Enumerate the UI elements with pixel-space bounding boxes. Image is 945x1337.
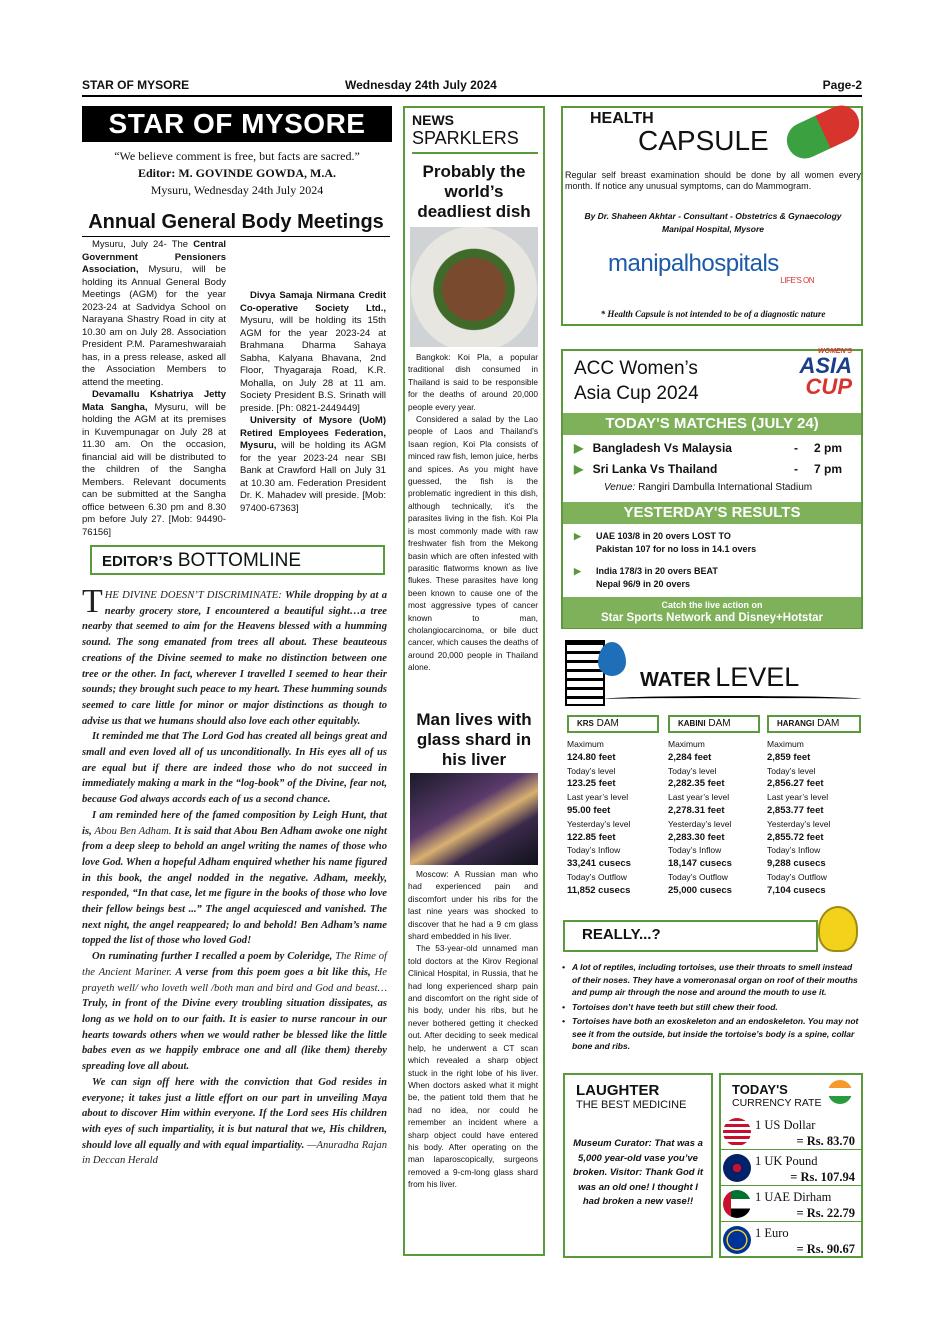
arrow-icon: ▶ <box>574 441 584 455</box>
editorial-para: We can sign off here with the conviction that God resides in everyone; it takes just a little effort on our part in unveiling Maya about to discover Him within everyone. If the Lord sees His children with eyes of such impartiality, it is but natural that we, His children, should love all equally and with equal impartiality. —Anuradha Rajan in Deccan Herald <box>82 1076 387 1167</box>
logo-asia: ASIA <box>799 353 852 378</box>
dam-stats: Maximum 2,859 feet Today’s level 2,856.27 feet Last year’s level 2,853.77 feet Yesterday’s level 2,855.72 feet Today’s Inflow 9,288 cusecs Today’s Outflow 7,104 cusecs <box>767 739 831 896</box>
uk-flag-icon <box>723 1154 751 1182</box>
story1-para: Bangkok: Koi Pla, a popular traditional dish consumed in Thailand is said to be responsible for the deaths of around 20,000 people every year. <box>408 352 538 412</box>
currency-heading <box>732 1082 821 1109</box>
match-row <box>574 441 854 455</box>
dateline: Mysuru, Wednesday 24th July 2024 <box>150 183 324 197</box>
dam-stats: Maximum 124.80 feet Today’s level 123.25 feet Last year’s level 95.00 feet Yesterday’s level 122.85 feet Today’s Inflow 33,241 cusecs Today’s Outflow 11,852 cusecs <box>567 739 631 896</box>
currency-rows <box>719 1114 863 1258</box>
result-line: Nepal 96/9 in 20 overs <box>596 579 691 589</box>
editorial-para: I am reminded here of the famed composition by Leigh Hunt, that is, Abou Ben Adham. It is said that Abou Ben Adham awoke one night from a deep sleep to behold an angel writing the names of those who love God. When a hopeful Adham enquired whether his name figured in this book, the angel nodded in the negative. Adham, meekly, responded, “In that case, let me figure in the books of those who love their fellow beings best ...” The angel acquiesced and vanished. The next night, the angel reappeared; lo and behold! Ben Adham’s name topped the list of those who loved God! <box>82 809 387 947</box>
logo-part-a: manipal <box>608 250 689 277</box>
currency-row <box>719 1150 863 1186</box>
bulb-icon <box>818 906 858 952</box>
dam-name: HARANGI DAM <box>767 715 861 733</box>
koi-pla-photo <box>410 227 538 347</box>
water-drop-icon <box>598 642 626 676</box>
currency-unit: 1 UAE Dirham <box>755 1190 832 1204</box>
fact-item: • Tortoises don’t have teeth but still chew their food. <box>562 1001 778 1012</box>
match-teams: Bangladesh Vs Malaysia <box>592 441 732 455</box>
venue-name: Rangiri Dambulla International Stadium <box>635 482 813 493</box>
match-row <box>574 462 854 476</box>
live-action-band <box>563 597 861 628</box>
byline-hospital: Manipal Hospital, Mysore <box>661 224 765 234</box>
currency-rate-label: CURRENCY RATE <box>732 1097 822 1109</box>
result-line: Pakistan 107 for no loss in 14.1 overs <box>596 544 757 554</box>
water-wave-icon <box>605 696 861 702</box>
water-gauge-icon <box>565 640 605 706</box>
laughter-joke: Museum Curator: That was a 5,000 year-old vase you’ve broken. Visitor: Thank God it was an old one! I thought I had broken a new vase!! <box>572 1138 704 1207</box>
header-rule <box>82 95 862 97</box>
arrow-icon: ▶ <box>574 462 584 476</box>
title-line-1: ACC Women’s <box>574 358 698 379</box>
logo-cup: CUP <box>805 374 852 399</box>
editorial-para: On ruminating further I recalled a poem by Coleridge, The Rime of the Ancient Mariner. A verse from this poem goes a bit like this, He prayeth well/ who loveth well /both man and bird and God and beast… Truly, in front of the Divine every troubling situation dissipates, as long as we hold on to our faith. It is easier to nurse rancour in our hearts towards others when we would rather be blessed like the little babes even as we happily embrace one and all (like them) thereby spreading love all about. <box>82 951 388 1073</box>
india-flag-icon <box>828 1080 852 1104</box>
agm-heading: Annual General Body Meetings <box>82 211 390 237</box>
glass-shard-photo <box>410 773 538 865</box>
story1-body <box>408 351 538 674</box>
result-line: India 178/3 in 20 overs BEAT <box>596 566 718 576</box>
us-flag-icon <box>723 1118 751 1146</box>
result-row <box>574 565 854 591</box>
editorial-para: THE DIVINE DOESN’T DISCRIMINATE: While dropping by at a nearby grocery store, I encountered a beautiful sight…a tree nearby that seemed to aim for the Heavens blessed with a humming sound. The song emanated from trees all about. These beauteous creations of the Divine seemed to make no distinction between one tree or the other. In fact, wherever I travelled I seemed to hear their sounds; they brought such peace to my heart. These humming sounds seemed to care little for minor or major distinctions as though to advise us that we humans should also love each other equitably. <box>82 583 387 727</box>
logo-part-b: hospitals <box>688 250 779 277</box>
agm-col-2b <box>240 290 386 515</box>
venue-label: Venue: <box>604 482 636 493</box>
story1-title: Probably the world’s deadliest dish <box>417 162 531 221</box>
agm-para: Divya Samaja Nirmana Credit Co-operative Society Ltd., Mysuru, will be holding its 15th AGM for the year 2023-24 at Brahmana Dharma Sahaya Sabha, Kalyana Bhavana, 2nd Floor, Thyagaraja Road, K.R. Mohalla, on July 28 at 11 am. Society President B.S. Srinath will preside. [Ph: 0821-2449449] <box>240 290 386 414</box>
laughter-heading <box>576 1082 686 1111</box>
paper-name: STAR OF MYSORE <box>82 78 190 92</box>
asia-cup-logo <box>752 348 852 397</box>
sparklers-label: SPARKLERS <box>412 128 538 154</box>
byline-doctor: By Dr. Shaheen Akhtar - Consultant - Obstetrics & Gynaecology <box>584 211 842 221</box>
currency-row <box>719 1186 863 1222</box>
live-line-1: Catch the live action on <box>661 600 763 610</box>
dam-krs <box>567 715 659 898</box>
best-medicine-label: THE BEST MEDICINE <box>576 1099 687 1111</box>
manipal-logo <box>608 250 818 285</box>
title-line-2: Asia Cup 2024 <box>574 383 699 404</box>
masthead-title: STAR OF MYSORE <box>82 106 392 142</box>
result-row <box>574 530 854 556</box>
agm-para: Mysuru, July 24- The Central Government Pensioners Association, Mysuru, will be holding its Annual General Body Meetings (AGM) for the year 2023-24 at Sadvidya School on Narayana Shastry Road in city at 10.30 am on July 28. Association President P.M. Parameshwaraiah has, in a press release, asked all the Association Members to attend the meeting. <box>82 239 226 388</box>
health-disclaimer: * Health Capsule is not intended to be of a diagnostic nature <box>600 309 826 319</box>
water-level-heading <box>640 662 799 693</box>
editor-bottomline-heading <box>90 545 385 575</box>
editor-credit: Editor: M. GOVINDE GOWDA, M.A. <box>138 166 336 180</box>
capsule-label: CAPSULE <box>638 125 769 156</box>
match-teams: Sri Lanka Vs Thailand <box>592 462 718 476</box>
editorial-body <box>82 583 388 1169</box>
match-sep: - <box>794 462 798 476</box>
story2-para: Moscow: A Russian man who had experienced pain and discomfort under his ribs for the last nine years was shocked to discover that he had a 9 cm glass shard embedded in his liver. <box>408 869 538 942</box>
dam-harangi <box>767 715 861 898</box>
eu-flag-icon <box>723 1226 751 1254</box>
story2-body <box>408 868 538 1191</box>
currency-row <box>719 1222 863 1258</box>
fact-item: • A lot of reptiles, including tortoises, use their throats to smell instead of their noses. They have a vomeronasal organ on roof of their mouths and pump air through the nose and around the mouth to use it. <box>562 962 858 997</box>
currency-value: = Rs. 22.79 <box>796 1206 855 1220</box>
editorial-para: It reminded me that The Lord God has created all beings great and small and even loved all of us unconditionally. In His eyes all of us are equal but if there are indeed those who do not succeed in immediately making a mark in the “log-book” of the Divine, fear not, because God always accords each of us a second chance. <box>82 731 387 806</box>
level-label: LEVEL <box>715 662 800 692</box>
match-sep: - <box>794 441 798 455</box>
editor-label: EDITOR’S <box>102 553 173 570</box>
arrow-icon: ▶ <box>574 566 581 576</box>
issue-date: Wednesday 24th July 2024 <box>344 78 497 92</box>
agm-col-1 <box>82 239 226 539</box>
todays-label: TODAY'S <box>732 1082 788 1097</box>
live-line-2: Star Sports Network and Disney+Hotstar <box>600 612 824 624</box>
dam-name: KRS DAM <box>567 715 659 733</box>
currency-unit: 1 UK Pound <box>755 1154 818 1168</box>
agm-para: University of Mysore (UoM) Retired Employees Federation, Mysuru, will be holding its AGM for the year 2023-24 near SBI Bank at Crawford Hall on July 31 at 10.30 am. Federation President Dr. K. Mahadev will preside. [Mob: 97400-67363] <box>240 415 386 514</box>
news-label: NEWS <box>412 112 454 128</box>
news-sparklers-heading <box>412 112 538 154</box>
agm-para: Devamallu Kshatriya Jetty Mata Sangha, Mysuru, will be holding the AGM at its premises in Kuvempunagar on July 28 at 11.30 am. On the occasion, financial aid will be distributed to the children of the Sangha Members. Relevant documents can be submitted at the Sangha office between 6.30 pm and 8.30 pm before July 27. [Mob: 94490-76156] <box>82 389 226 538</box>
currency-value: = Rs. 107.94 <box>790 1170 855 1184</box>
currency-value: = Rs. 90.67 <box>796 1242 855 1256</box>
todays-matches-band: TODAY'S MATCHES (JULY 24) <box>563 413 861 435</box>
currency-unit: 1 Euro <box>755 1226 789 1240</box>
uae-flag-icon <box>723 1190 751 1218</box>
fact-item: • Tortoises have both an exoskeleton and an endoskeleton. You may not see it from the outside, but inside the tortoise’s body is a spine, collar bone and ribs. <box>562 1016 859 1051</box>
story2-para: The 53-year-old unnamed man told doctors at the Kirov Regional Clinical Hospital, in Russia, that he had long experienced sharp pain and discomfort on the right side of his body, under his ribs, but he never bothered getting it checked out. After deciding to seek medical help, he underwent a CT scan which revealed a sharp object stuck in the right lobe of his liver. When doctors asked what it might be, the patient told them that he had no idea, nor could he remember an incident where a sharp object could have entered his body. After operating on the man laparoscopically, surgeons removed a 9-cm-long glass shard from his liver. <box>408 943 538 1190</box>
health-label: HEALTH <box>590 110 654 127</box>
masthead-sub <box>82 148 392 199</box>
page-header <box>82 78 862 94</box>
laughter-label: LAUGHTER <box>576 1082 660 1099</box>
arrow-icon: ▶ <box>574 531 581 541</box>
result-line: UAE 103/8 in 20 overs LOST TO <box>596 531 731 541</box>
health-tip: Regular self breast examination should be done by all women every month. If notice any unusual symptoms, can do Mammogram. <box>565 170 861 191</box>
story2-title: Man lives with glass shard in his liver <box>416 710 532 769</box>
logo-tagline: LIFE’S ON <box>780 276 814 285</box>
match-time: 2 pm <box>814 441 843 455</box>
asia-cup-title <box>574 356 699 406</box>
currency-row <box>719 1114 863 1150</box>
dam-kabini <box>668 715 760 898</box>
health-byline <box>565 210 861 236</box>
water-label: WATER <box>640 669 711 691</box>
yesterdays-results-band: YESTERDAY'S RESULTS <box>563 502 861 524</box>
motto: “We believe comment is free, but facts are sacred.” <box>114 149 360 163</box>
dam-name: KABINI DAM <box>668 715 760 733</box>
dam-stats: Maximum 2,284 feet Today’s level 2,282.35 feet Last year’s level 2,278.31 feet Yesterday’s level 2,283.30 feet Today’s Inflow 18,147 cusecs Today’s Outflow 25,000 cusecs <box>668 739 732 896</box>
really-list <box>562 961 862 1053</box>
venue-line <box>604 482 812 493</box>
story1-para: Considered a salad by the Lao people of Laos and Thailand’s Isaan region, Koi Pla consists of minced raw fish, lemon juice, herbs and spices. As you might have guessed, the fish is the problematic ingredient in this dish, although technically, it’s the parasites living in the fish. Koi Pla is most commonly made with raw freshwater fish from the Mekong basin which are often infested with parasitic flatworms known as live flukes. These parasites have long been known to cause one of the most aggressive types of cancer known to man, cholangiocarcinoma, or bile duct cancer, which causes the deaths of around 20,000 people in Thailand alone. <box>408 414 538 673</box>
currency-value: = Rs. 83.70 <box>796 1134 855 1148</box>
really-heading: REALLY...? <box>582 926 661 943</box>
match-time: 7 pm <box>814 462 843 476</box>
health-capsule-heading <box>590 110 790 154</box>
bottomline-label: BOTTOMLINE <box>177 550 302 571</box>
currency-unit: 1 US Dollar <box>755 1118 816 1132</box>
page-number: Page-2 <box>822 78 862 92</box>
logo-womens: WOMEN'S <box>818 348 852 355</box>
